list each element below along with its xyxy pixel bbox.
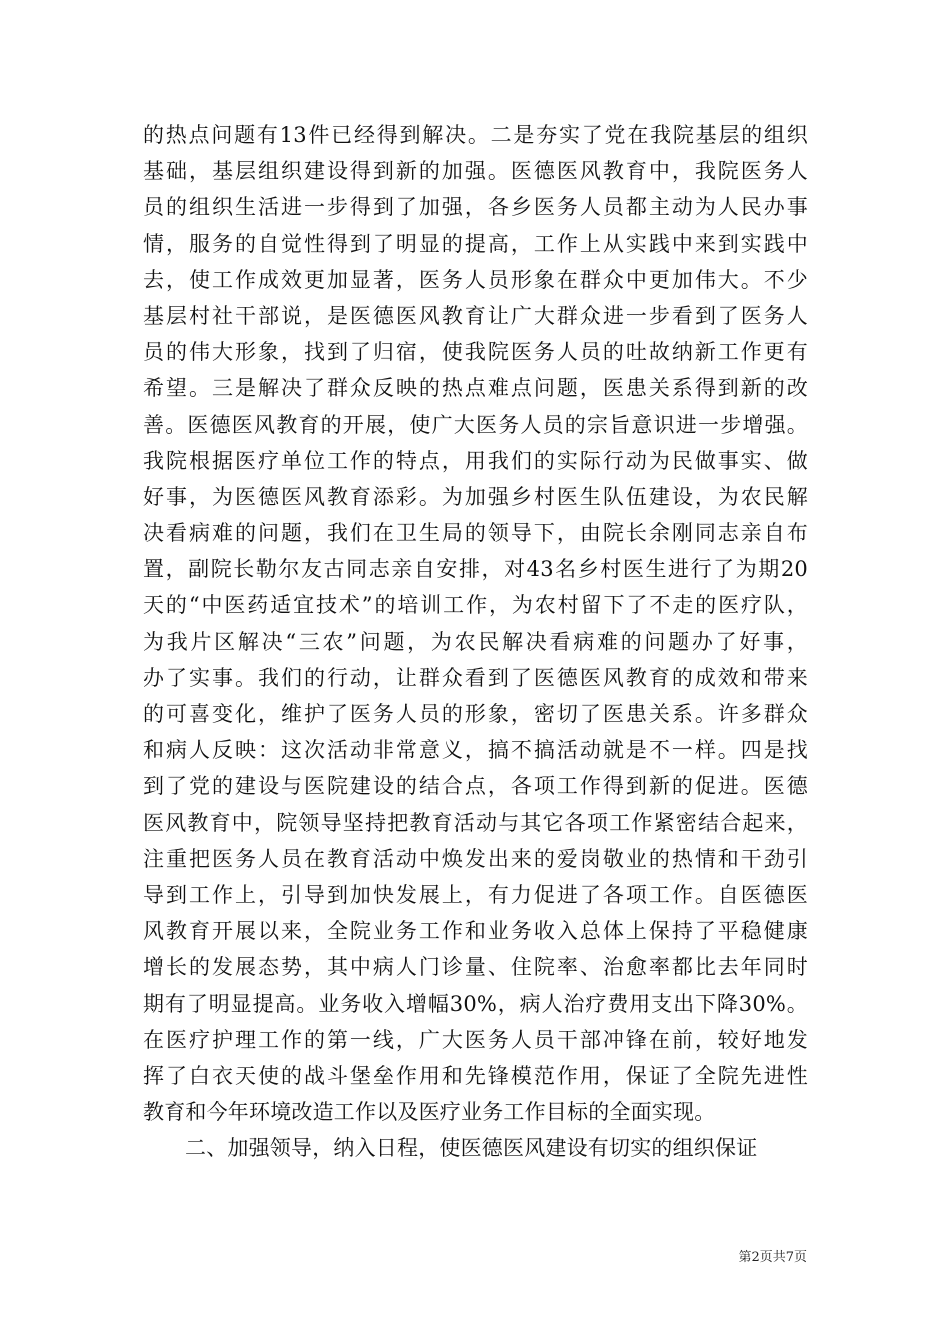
body-text <box>143 117 808 1166</box>
section-heading: 二、加强领导，纳入日程，使医德医风建设有切实的组织保证 <box>185 1136 758 1161</box>
text-line: 注重把医务人员在教育活动中焕发出来的爱岗敬业的热情和干劲引 <box>143 846 808 871</box>
text-line: 和病人反映：这次活动非常意义，搞不搞活动就是不一样。四是找 <box>143 738 808 763</box>
text-line: 为我片区解决“三农”问题，为农民解决看病难的问题办了好事， <box>143 629 808 654</box>
text-line: 增长的发展态势，其中病人门诊量、住院率、治愈率都比去年同时 <box>143 955 808 980</box>
text-line: 天的“中医药适宜技术”的培训工作，为农村留下了不走的医疗队， <box>143 593 808 618</box>
text-line: 善。医德医风教育的开展，使广大医务人员的宗旨意识进一步增强。 <box>143 412 808 437</box>
text-line: 决看病难的问题，我们在卫生局的领导下，由院长余刚同志亲自布 <box>143 521 808 546</box>
text-line: 期有了明显提高。业务收入增幅30%，病人治疗费用支出下降30%。 <box>143 991 808 1016</box>
text-line: 员的伟大形象，找到了归宿，使我院医务人员的吐故纳新工作更有 <box>143 340 808 365</box>
text-line: 教育和今年环境改造工作以及医疗业务工作目标的全面实现。 <box>143 1100 716 1125</box>
text-line: 希望。三是解决了群众反映的热点难点问题，医患关系得到新的改 <box>143 376 808 401</box>
text-line: 基层村社干部说，是医德医风教育让广大群众进一步看到了医务人 <box>143 303 808 328</box>
text-line: 办了实事。我们的行动，让群众看到了医德医风教育的成效和带来 <box>143 665 808 690</box>
text-line: 的热点问题有13件已经得到解决。二是夯实了党在我院基层的组织 <box>143 123 808 147</box>
text-line: 医风教育中，院领导坚持把教育活动与其它各项工作紧密结合起来， <box>143 810 808 835</box>
text-line: 去，使工作成效更加显著，医务人员形象在群众中更加伟大。不少 <box>143 267 808 292</box>
text-line: 情，服务的自觉性得到了明显的提高，工作上从实践中来到实践中 <box>143 231 808 256</box>
page-number: 第2页共7页 <box>738 1250 807 1265</box>
text-line: 导到工作上，引导到加快发展上，有力促进了各项工作。自医德医 <box>143 882 808 907</box>
text-line: 在医疗护理工作的第一线，广大医务人员干部冲锋在前，较好地发 <box>143 1027 808 1052</box>
text-line: 基础，基层组织建设得到新的加强。医德医风教育中，我院医务人 <box>143 159 808 184</box>
text-line: 我院根据医疗单位工作的特点，用我们的实际行动为民做事实、做 <box>143 448 808 473</box>
text-line: 到了党的建设与医院建设的结合点，各项工作得到新的促进。医德 <box>143 774 808 799</box>
text-line: 风教育开展以来，全院业务工作和业务收入总体上保持了平稳健康 <box>143 919 808 944</box>
text-line: 的可喜变化，维护了医务人员的形象，密切了医患关系。许多群众 <box>143 702 808 726</box>
text-line: 挥了白衣天使的战斗堡垒作用和先锋模范作用，保证了全院先进性 <box>143 1063 808 1088</box>
text-line: 置，副院长勒尔友古同志亲自安排，对43名乡村医生进行了为期20 <box>143 557 808 582</box>
text-line: 员的组织生活进一步得到了加强，各乡医务人员都主动为人民办事 <box>143 195 808 220</box>
text-line: 好事，为医德医风教育添彩。为加强乡村医生队伍建设，为农民解 <box>143 484 808 509</box>
